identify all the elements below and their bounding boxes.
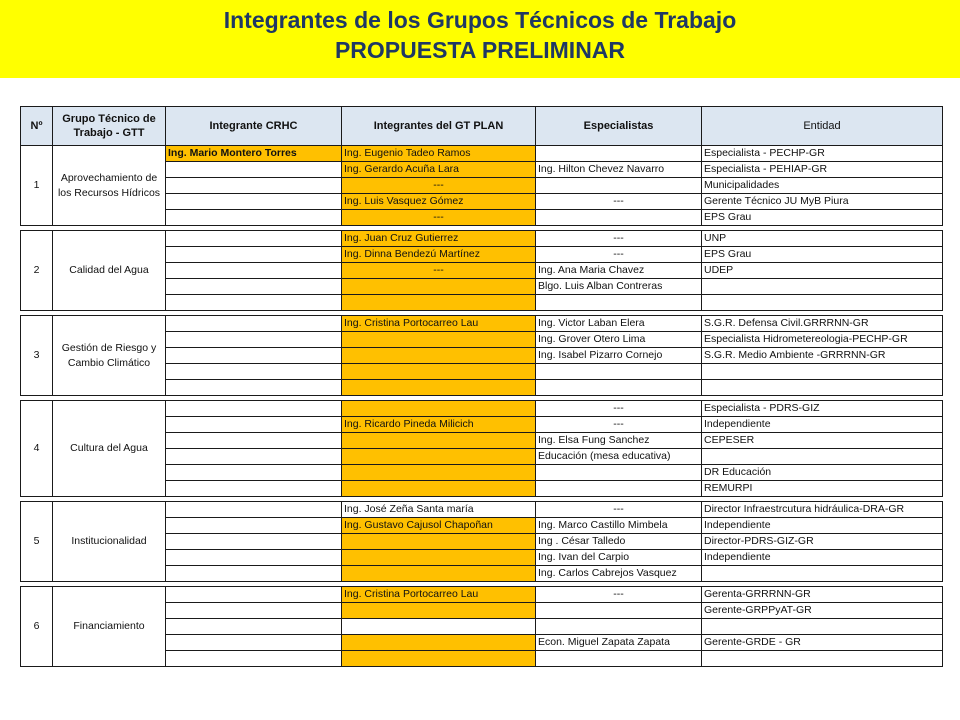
cell-crhc	[166, 178, 342, 194]
cell-plan: ---	[342, 178, 536, 194]
cell-esp	[536, 651, 702, 667]
cell-esp: ---	[536, 587, 702, 603]
cell-crhc	[166, 619, 342, 635]
cell-esp: ---	[536, 502, 702, 518]
group-number: 6	[21, 587, 53, 667]
cell-crhc: Ing. Mario Montero Torres	[166, 146, 342, 162]
cell-esp: Ing. Carlos Cabrejos Vasquez	[536, 566, 702, 582]
cell-esp: Ing. Ivan del Carpio	[536, 550, 702, 566]
cell-ent: UDEP	[702, 263, 943, 279]
cell-ent: Independiente	[702, 550, 943, 566]
table-header-row	[21, 107, 943, 146]
cell-esp: Ing . César Talledo	[536, 534, 702, 550]
cell-crhc	[166, 316, 342, 332]
cell-plan: Ing. Luis Vasquez Gómez	[342, 194, 536, 210]
cell-plan: Ing. Gerardo Acuña Lara	[342, 162, 536, 178]
cell-plan	[342, 449, 536, 465]
cell-crhc	[166, 502, 342, 518]
cell-crhc	[166, 162, 342, 178]
cell-plan	[342, 550, 536, 566]
cell-ent: Gerente-GRDE - GR	[702, 635, 943, 651]
group-name: Calidad del Agua	[53, 231, 166, 311]
cell-plan	[342, 481, 536, 497]
cell-crhc	[166, 364, 342, 380]
cell-plan	[342, 465, 536, 481]
cell-crhc	[166, 401, 342, 417]
cell-crhc	[166, 587, 342, 603]
cell-esp: Ing. Victor Laban Elera	[536, 316, 702, 332]
members-table	[20, 106, 943, 667]
cell-ent	[702, 619, 943, 635]
cell-ent: Gerente Técnico JU MyB Piura	[702, 194, 943, 210]
table-row	[21, 587, 943, 603]
cell-plan	[342, 295, 536, 311]
cell-esp	[536, 364, 702, 380]
cell-plan: Ing. Eugenio Tadeo Ramos	[342, 146, 536, 162]
table-row	[21, 146, 943, 162]
cell-plan: Ing. Juan Cruz Gutierrez	[342, 231, 536, 247]
cell-crhc	[166, 417, 342, 433]
cell-ent	[702, 380, 943, 396]
group-name: Aprovechamiento de los Recursos Hídricos	[53, 146, 166, 226]
table-row	[21, 502, 943, 518]
cell-ent: REMURPI	[702, 481, 943, 497]
cell-esp: Ing. Ana Maria Chavez	[536, 263, 702, 279]
group-name: Financiamiento	[53, 587, 166, 667]
cell-plan	[342, 534, 536, 550]
col-header-plan: Integrantes del GT PLAN	[342, 107, 536, 146]
cell-plan: Ing. Ricardo Pineda Milicich	[342, 417, 536, 433]
cell-ent	[702, 279, 943, 295]
cell-ent: Gerente-GRPPyAT-GR	[702, 603, 943, 619]
cell-ent: Especialista - PECHP-GR	[702, 146, 943, 162]
cell-plan: ---	[342, 210, 536, 226]
cell-crhc	[166, 247, 342, 263]
cell-ent: Director-PDRS-GIZ-GR	[702, 534, 943, 550]
table-body	[21, 146, 943, 667]
cell-crhc	[166, 635, 342, 651]
cell-crhc	[166, 603, 342, 619]
cell-ent: Director Infraestrcutura hidráulica-DRA-GR	[702, 502, 943, 518]
cell-plan: Ing. Cristina Portocarreo Lau	[342, 316, 536, 332]
cell-plan	[342, 433, 536, 449]
cell-esp: ---	[536, 194, 702, 210]
cell-plan: Ing. Gustavo Cajusol Chapoñan	[342, 518, 536, 534]
cell-plan: Ing. José Zeña Santa maría	[342, 502, 536, 518]
cell-plan	[342, 603, 536, 619]
table-row	[21, 401, 943, 417]
cell-plan	[342, 348, 536, 364]
cell-esp: Ing. Elsa Fung Sanchez	[536, 433, 702, 449]
cell-esp: Econ. Miguel Zapata Zapata	[536, 635, 702, 651]
cell-crhc	[166, 566, 342, 582]
cell-crhc	[166, 263, 342, 279]
page-subtitle: PROPUESTA PRELIMINAR	[334, 37, 626, 63]
cell-ent: EPS Grau	[702, 210, 943, 226]
cell-crhc	[166, 433, 342, 449]
group-number: 1	[21, 146, 53, 226]
cell-ent: Municipalidades	[702, 178, 943, 194]
group-name: Institucionalidad	[53, 502, 166, 582]
cell-esp: Ing. Hilton Chevez Navarro	[536, 162, 702, 178]
cell-plan	[342, 566, 536, 582]
col-header-crhc: Integrante CRHC	[166, 107, 342, 146]
group-number: 3	[21, 316, 53, 396]
cell-ent	[702, 566, 943, 582]
col-header-esp: Especialistas	[536, 107, 702, 146]
page-title: Integrantes de los Grupos Técnicos de Trabajo	[223, 7, 737, 33]
title-banner	[0, 0, 960, 78]
cell-crhc	[166, 380, 342, 396]
cell-plan	[342, 651, 536, 667]
table-row	[21, 316, 943, 332]
cell-crhc	[166, 518, 342, 534]
cell-crhc	[166, 210, 342, 226]
cell-ent: DR Educación	[702, 465, 943, 481]
col-header-num: Nº	[21, 107, 53, 146]
group-number: 2	[21, 231, 53, 311]
cell-ent	[702, 295, 943, 311]
cell-ent: S.G.R. Medio Ambiente -GRRRNN-GR	[702, 348, 943, 364]
cell-crhc	[166, 651, 342, 667]
cell-ent	[702, 449, 943, 465]
col-header-group: Grupo Técnico de Trabajo - GTT	[53, 107, 166, 146]
cell-ent: Especialista - PDRS-GIZ	[702, 401, 943, 417]
cell-esp: ---	[536, 401, 702, 417]
group-name: Gestión de Riesgo y Cambio Climático	[53, 316, 166, 396]
cell-esp	[536, 295, 702, 311]
cell-esp	[536, 380, 702, 396]
cell-crhc	[166, 348, 342, 364]
cell-esp: Ing. Isabel Pizarro Cornejo	[536, 348, 702, 364]
cell-plan	[342, 619, 536, 635]
cell-plan	[342, 364, 536, 380]
cell-crhc	[166, 194, 342, 210]
cell-ent: Especialista - PEHIAP-GR	[702, 162, 943, 178]
cell-ent	[702, 364, 943, 380]
cell-esp	[536, 210, 702, 226]
cell-ent: Independiente	[702, 417, 943, 433]
cell-crhc	[166, 534, 342, 550]
cell-esp: Ing. Marco Castillo Mimbela	[536, 518, 702, 534]
cell-ent: Especialista Hidrometereologia-PECHP-GR	[702, 332, 943, 348]
cell-esp: ---	[536, 247, 702, 263]
cell-ent: EPS Grau	[702, 247, 943, 263]
cell-crhc	[166, 550, 342, 566]
cell-plan: Ing. Dinna Bendezú Martínez	[342, 247, 536, 263]
cell-ent: Independiente	[702, 518, 943, 534]
cell-crhc	[166, 449, 342, 465]
cell-plan	[342, 279, 536, 295]
group-name: Cultura del Agua	[53, 401, 166, 497]
group-number: 4	[21, 401, 53, 497]
col-header-ent: Entidad	[702, 107, 943, 146]
cell-ent	[702, 651, 943, 667]
cell-plan	[342, 332, 536, 348]
cell-esp: ---	[536, 231, 702, 247]
cell-ent: S.G.R. Defensa Civil.GRRRNN-GR	[702, 316, 943, 332]
cell-plan: ---	[342, 263, 536, 279]
cell-esp: Blgo. Luis Alban Contreras	[536, 279, 702, 295]
cell-esp	[536, 178, 702, 194]
cell-crhc	[166, 332, 342, 348]
cell-crhc	[166, 481, 342, 497]
cell-plan	[342, 401, 536, 417]
cell-esp: Educación (mesa educativa)	[536, 449, 702, 465]
cell-esp	[536, 465, 702, 481]
cell-crhc	[166, 231, 342, 247]
cell-ent: Gerenta-GRRRNN-GR	[702, 587, 943, 603]
cell-plan	[342, 380, 536, 396]
cell-crhc	[166, 465, 342, 481]
cell-ent: CEPESER	[702, 433, 943, 449]
cell-esp: Ing. Grover Otero Lima	[536, 332, 702, 348]
cell-esp	[536, 481, 702, 497]
group-number: 5	[21, 502, 53, 582]
cell-crhc	[166, 295, 342, 311]
cell-esp: ---	[536, 417, 702, 433]
cell-ent: UNP	[702, 231, 943, 247]
cell-crhc	[166, 279, 342, 295]
cell-esp	[536, 603, 702, 619]
table-row	[21, 231, 943, 247]
cell-plan	[342, 635, 536, 651]
cell-plan: Ing. Cristina Portocarreo Lau	[342, 587, 536, 603]
cell-esp	[536, 619, 702, 635]
cell-esp	[536, 146, 702, 162]
